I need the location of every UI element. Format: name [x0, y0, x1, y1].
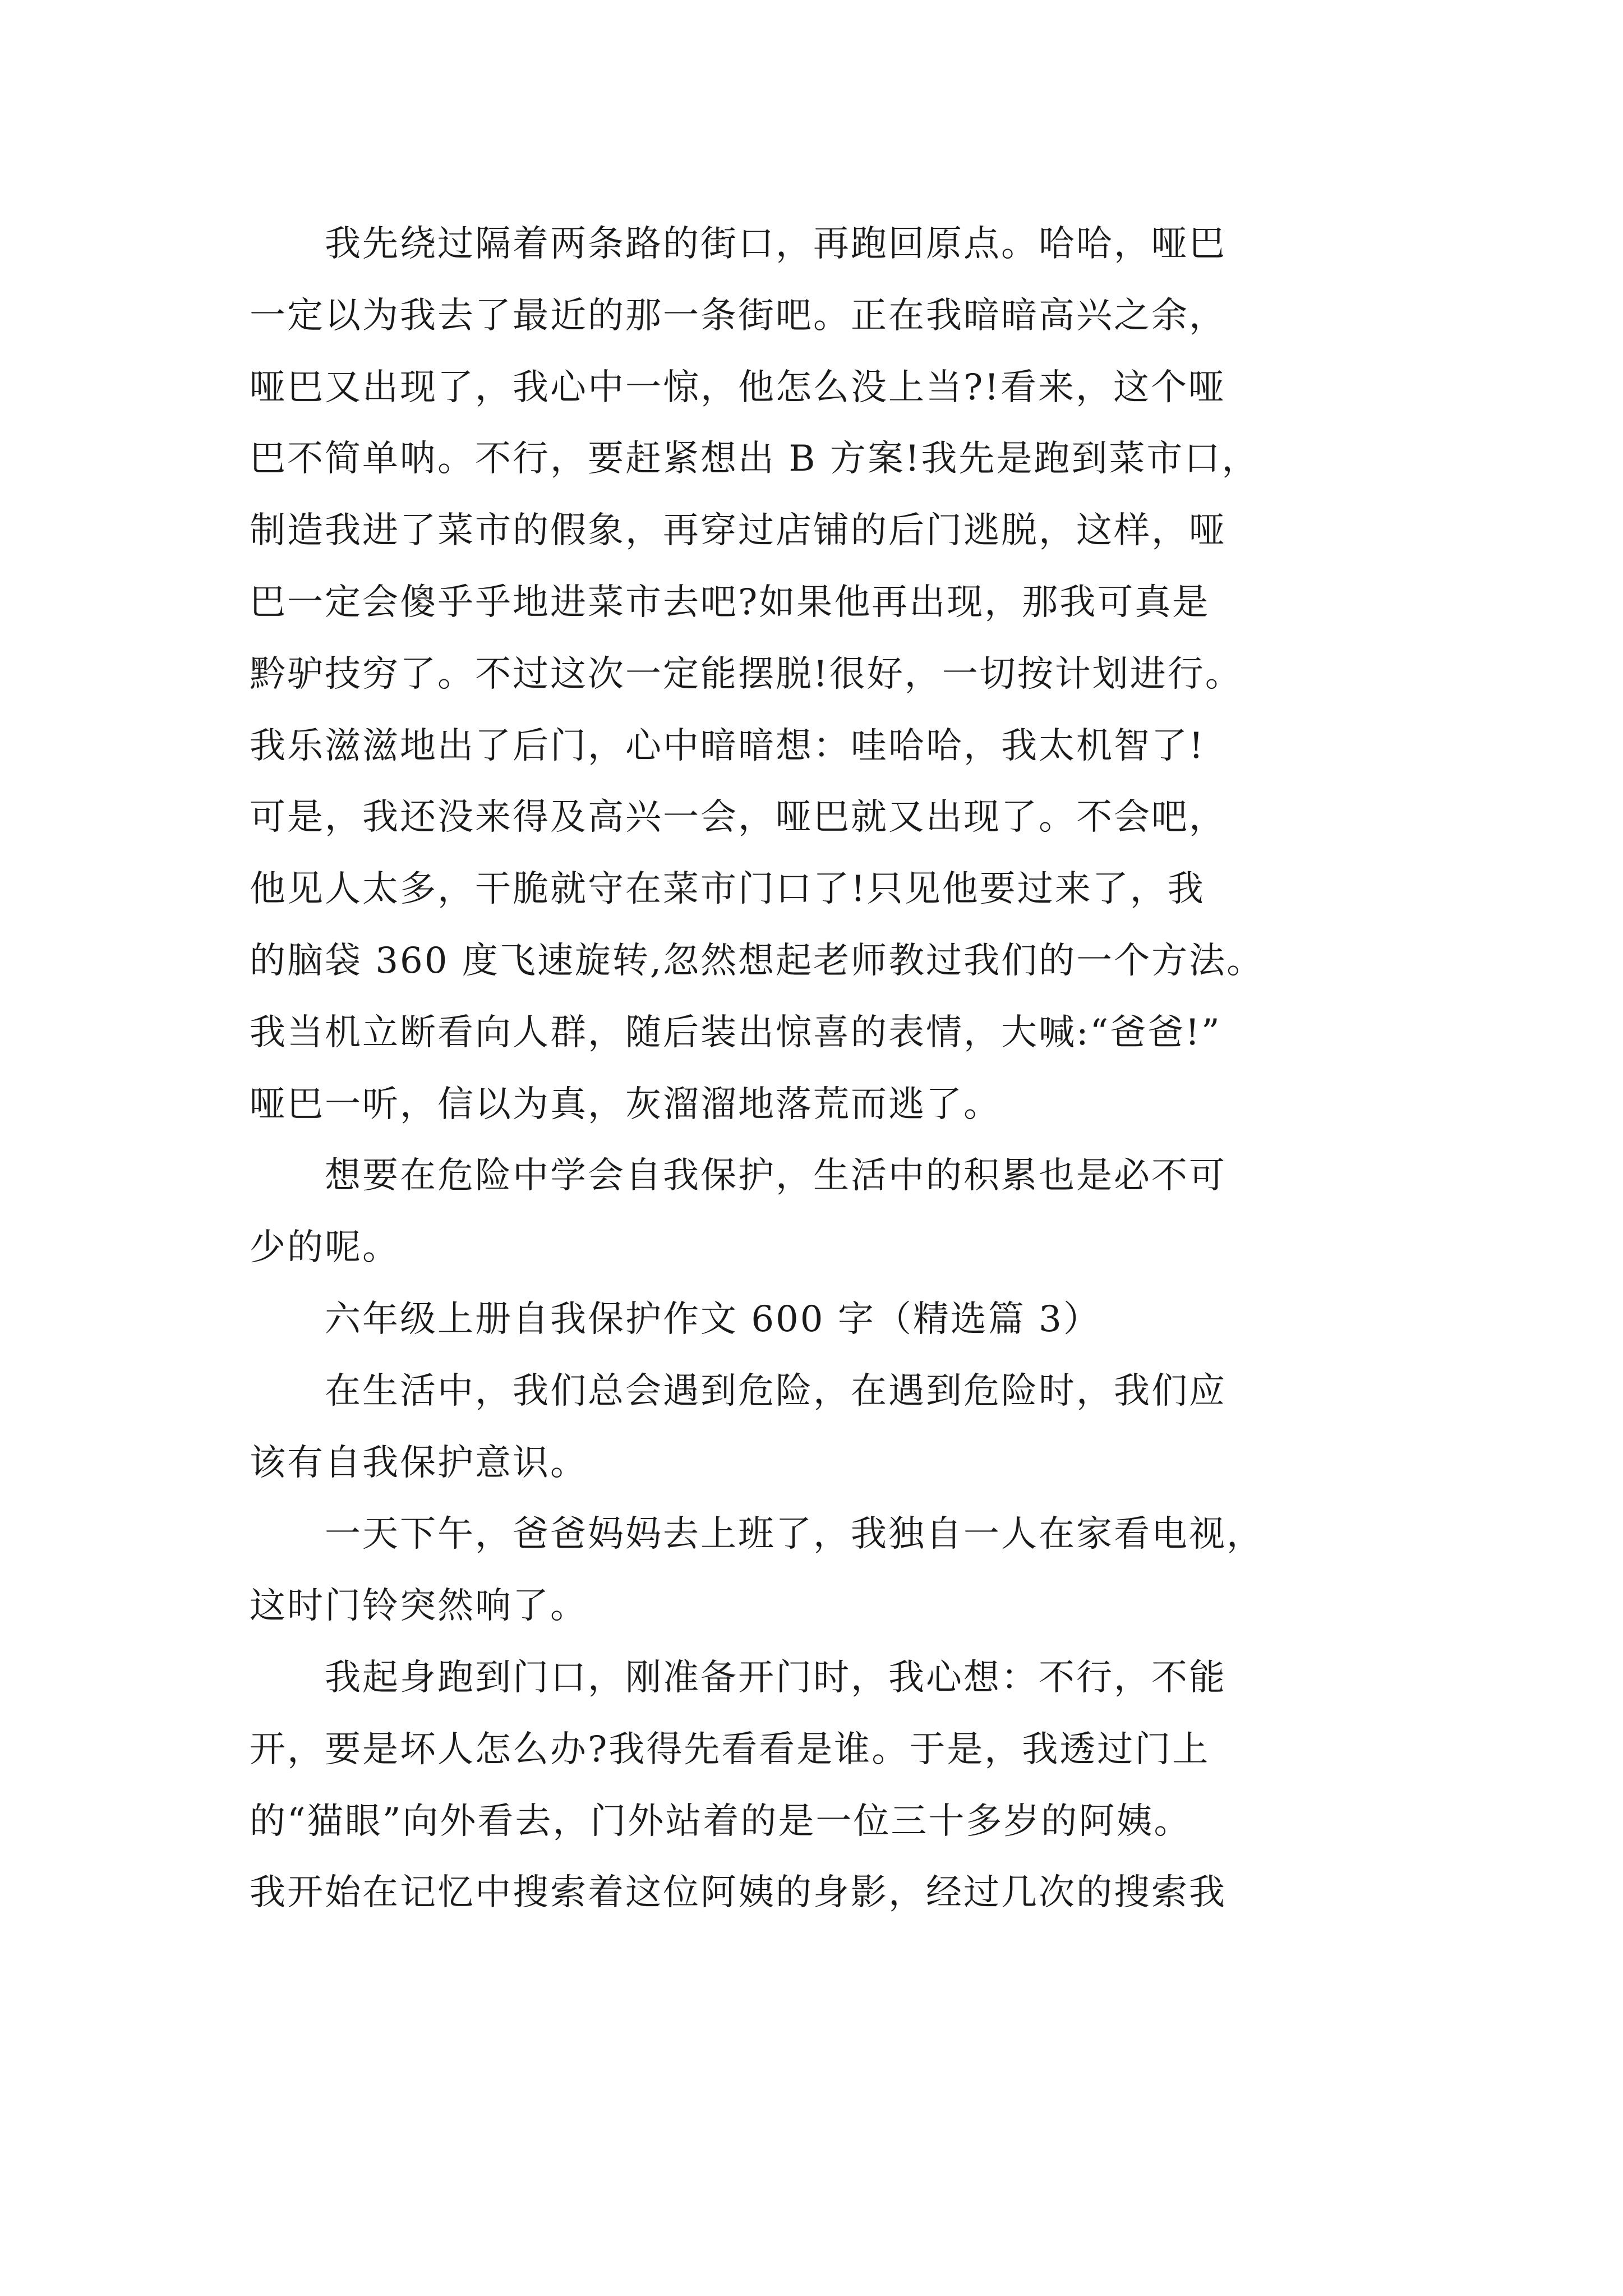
text-line: 可是，我还没来得及高兴一会，哑巴就又出现了。不会吧，	[250, 797, 1227, 839]
text-line: 想要在危险中学会自我保护，生活中的积累也是必不可	[250, 1155, 1227, 1197]
text-line: 该有自我保护意识。	[250, 1442, 588, 1484]
text-line: 哑巴又出现了，我心中一惊，他怎么没上当?!看来，这个哑	[250, 366, 1227, 408]
text-line: 的“猫眼”向外看去，门外站着的是一位三十多岁的阿姨。	[250, 1800, 1192, 1842]
text-line: 在生活中，我们总会遇到危险，在遇到危险时，我们应	[250, 1370, 1227, 1412]
text-line: 少的呢。	[250, 1227, 400, 1269]
text-line: 一天下午，爸爸妈妈去上班了，我独自一人在家看电视，	[250, 1513, 1264, 1556]
text-line: 他见人太多，干脆就守在菜市门口了!只见他要过来了，我	[250, 868, 1205, 910]
text-line: 我起身跑到门口，刚准备开门时，我心想：不行，不能	[250, 1657, 1227, 1699]
text-line: 开，要是坏人怎么办?我得先看看是谁。于是，我透过门上	[250, 1728, 1210, 1770]
text-line: 制造我进了菜市的假象，再穿过店铺的后门逃脱，这样，哑	[250, 510, 1227, 552]
essay-body	[250, 209, 1394, 1929]
text-line: 巴不简单呐。不行，要赶紧想出 B 方案!我先是跑到菜市口，	[250, 438, 1260, 480]
text-line: 我乐滋滋地出了后门，心中暗暗想：哇哈哈，我太机智了!	[250, 725, 1205, 767]
text-line: 哑巴一听，信以为真，灰溜溜地落荒而逃了。	[250, 1083, 1001, 1125]
text-line: 我当机立断看向人群，随后装出惊喜的表情，大喊:“爸爸!”	[250, 1011, 1221, 1053]
text-line: 巴一定会傻乎乎地进菜市去吧?如果他再出现，那我可真是	[250, 581, 1210, 623]
text-line: 我先绕过隔着两条路的街口，再跑回原点。哈哈，哑巴	[250, 223, 1227, 265]
text-line: 这时门铃突然响了。	[250, 1585, 588, 1627]
text-line: 六年级上册自我保护作文 600 字（精选篇 3）	[250, 1298, 1101, 1340]
text-line: 的脑袋 360 度飞速旋转,忽然想起老师教过我们的一个方法。	[250, 940, 1265, 982]
text-line: 黔驴技穷了。不过这次一定能摆脱!很好，一切按计划进行。	[250, 653, 1243, 695]
text-line: 一定以为我去了最近的那一条街吧。正在我暗暗高兴之余，	[250, 295, 1227, 337]
text-line: 我开始在记忆中搜索着这位阿姨的身影，经过几次的搜索我	[250, 1872, 1227, 1914]
